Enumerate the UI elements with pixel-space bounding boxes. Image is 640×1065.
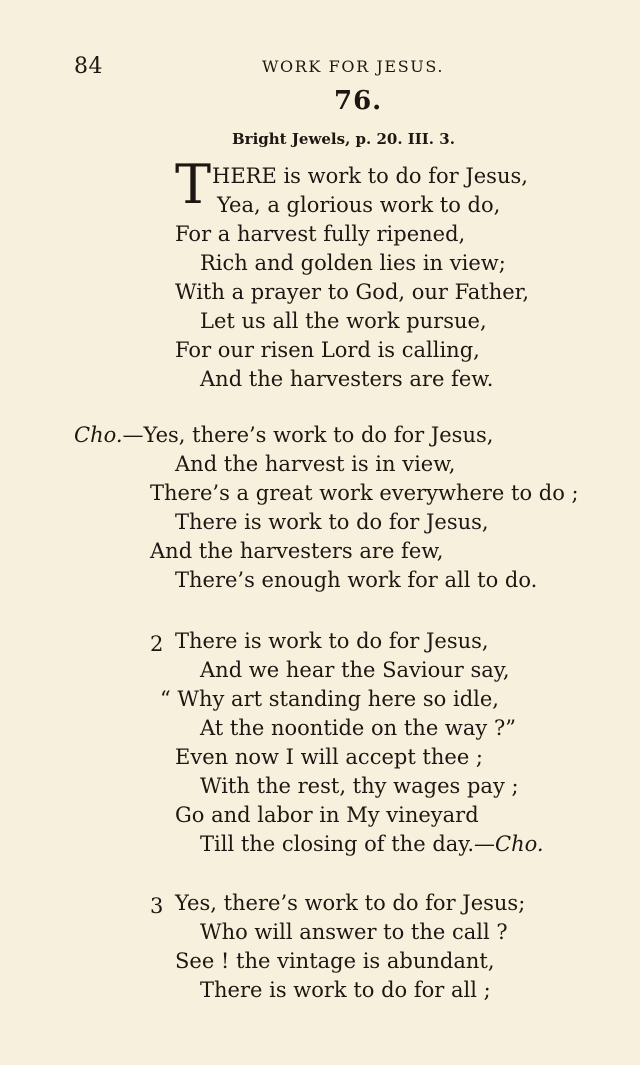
running-title: WORK FOR JESUS. <box>262 57 445 76</box>
chorus-line-4: There is work to do for Jesus, <box>175 510 489 534</box>
hymn-number: 76. <box>334 86 383 116</box>
chorus-line-5: And the harvesters are few, <box>150 539 444 563</box>
stanza-1-line-1: HERE is work to do for Jesus, <box>212 164 528 188</box>
stanza-1-line-7: For our risen Lord is calling, <box>175 338 480 362</box>
stanza-2-line-2: And we hear the Saviour say, <box>200 658 510 682</box>
stanza-1-line-8: And the harvesters are few. <box>200 367 494 391</box>
stanza-3-line-4: There is work to do for all ; <box>200 978 491 1002</box>
chorus-reference: —Cho. <box>474 832 544 856</box>
stanza-1-line-6: Let us all the work pursue, <box>200 309 487 333</box>
stanza-2-line-1: There is work to do for Jesus, <box>175 629 489 653</box>
stanza-2-line-3: “ Why art standing here so idle, <box>160 687 499 711</box>
stanza-1-line-2: Yea, a glorious work to do, <box>217 193 501 217</box>
stanza-3-line-3: See ! the vintage is abundant, <box>175 949 495 973</box>
chorus-line-1-text: —Yes, there’s work to do for Jesus, <box>122 423 494 447</box>
stanza-2-line-8 <box>200 834 544 855</box>
stanza-1-line-4: Rich and golden lies in view; <box>200 251 506 275</box>
chorus-line-6: There’s enough work for all to do. <box>175 568 538 592</box>
chorus-line-3: There’s a great work everywhere to do ; <box>150 481 579 505</box>
chorus-line-2: And the harvest is in view, <box>175 452 456 476</box>
stanza-2-line-6: With the rest, thy wages pay ; <box>200 774 519 798</box>
tune-reference: Bright Jewels, p. 20. III. 3. <box>232 130 455 148</box>
stanza-2-line-5: Even now I will accept thee ; <box>175 745 484 769</box>
stanza-3-line-1: Yes, there’s work to do for Jesus; <box>175 891 526 915</box>
stanza-2-line-8-text: Till the closing of the day. <box>200 832 475 856</box>
stanza-2-number: 2 <box>150 632 164 656</box>
stanza-3-number: 3 <box>150 894 164 918</box>
drop-cap: T <box>175 153 212 216</box>
page-number: 84 <box>74 54 103 79</box>
stanza-2-line-7: Go and labor in My vineyard <box>175 803 479 827</box>
stanza-1-line-3: For a harvest fully ripened, <box>175 222 466 246</box>
stanza-2-line-4: At the noontide on the way ?” <box>200 716 516 740</box>
chorus-label: Cho. <box>74 423 123 447</box>
stanza-3-line-2: Who will answer to the call ? <box>200 920 508 944</box>
stanza-1-line-5: With a prayer to God, our Father, <box>175 280 530 304</box>
chorus-line-1 <box>74 425 493 446</box>
